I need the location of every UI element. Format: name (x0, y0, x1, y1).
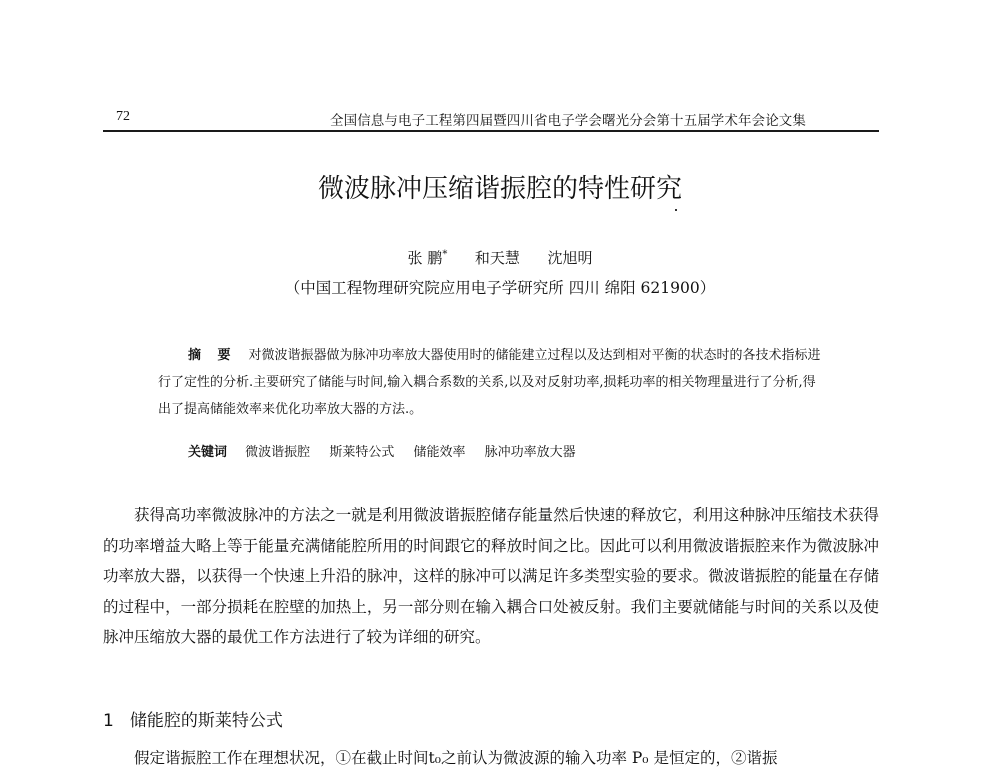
keywords-label: 关键词 (188, 445, 228, 460)
author-name: 张 鹏 (407, 249, 443, 267)
section-heading (103, 706, 283, 731)
author-line (0, 247, 1000, 268)
author-name: 沈旭明 (547, 249, 593, 267)
keyword: 微波谐振腔 (245, 445, 311, 460)
section-number: 1 (103, 711, 114, 731)
paper-title: 微波脉冲压缩谐振腔的特性研究 (317, 174, 682, 204)
author-name: 和天慧 (474, 249, 520, 267)
intro-paragraph (103, 500, 879, 653)
affiliation: （中国工程物理研究院应用电子学研究所 四川 绵阳 621900） (284, 279, 716, 297)
page-number: 72 (116, 109, 130, 124)
keyword: 储能效率 (413, 445, 466, 460)
section-body-first-line: 假定谐振腔工作在理想状况，①在截止时间t₀之前认为微波源的输入功率 P₀ 是恒定的，②谐振 (134, 749, 778, 767)
keywords (188, 441, 591, 460)
abstract-label: 摘 要 (188, 348, 237, 363)
running-head: 全国信息与电子工程第四届暨四川省电子学会曙光分会第十五届学术年会论文集 (330, 113, 806, 129)
abstract-text: 对微波谐振器做为脉冲功率放大器使用时的储能建立过程以及达到相对平衡的状态时的各技术指标进行了定性的分析.主要研究了储能与时间,输入耦合系数的关系,以及对反射功率,损耗功率的相关物理量进行了分析,得出了提高储能效率来优化功率放大器的方法.。 (158, 348, 821, 417)
header-rule (103, 130, 879, 132)
section-title: 储能腔的斯莱特公式 (129, 711, 283, 731)
keyword: 斯莱特公式 (329, 445, 395, 460)
intro-text: 获得高功率微波脉冲的方法之一就是利用微波谐振腔储存能量然后快速的释放它，利用这种脉冲压缩技术获得的功率增益大略上等于能量充满储能腔所用的时间跟它的释放时间之比。因此可以利用微波谐振腔来作为微波脉冲功率放大器，以获得一个快速上升沿的脉冲，这样的脉冲可以满足许多类型实验的要求。微波谐振腔的能量在存储的过程中，一部分损耗在腔壁的加热上，另一部分则在输入耦合口处被反射。我们主要就储能与时间的关系以及使脉冲压缩放大器的最优工作方法进行了较为详细的研究。 (103, 506, 879, 646)
scan-speck (675, 209, 677, 211)
author-mark: * (442, 249, 448, 260)
abstract (158, 342, 826, 423)
keyword: 脉冲功率放大器 (484, 445, 576, 460)
